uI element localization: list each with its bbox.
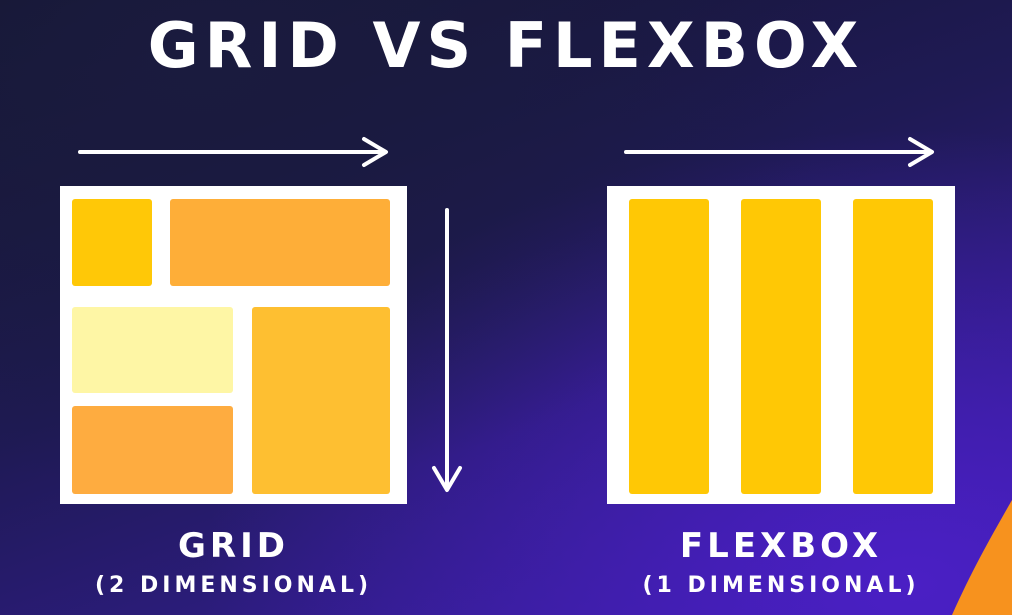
- flexbox-column-2: [741, 199, 821, 494]
- flexbox-diagram-panel: [607, 186, 955, 504]
- grid-horizontal-arrow-icon: [78, 136, 394, 168]
- flexbox-column-1: [629, 199, 709, 494]
- flexbox-sublabel: (1 DIMENSIONAL): [642, 573, 920, 598]
- flexbox-horizontal-arrow-icon: [624, 136, 940, 168]
- flexbox-column-3: [853, 199, 933, 494]
- grid-cell-d: [252, 307, 390, 494]
- grid-cell-b: [170, 199, 390, 286]
- grid-sublabel: (2 DIMENSIONAL): [94, 573, 373, 598]
- grid-cell-e: [72, 406, 233, 494]
- page-title: GRID VS FLEXBOX: [147, 9, 865, 82]
- grid-diagram-panel: [60, 186, 407, 504]
- grid-cell-a: [72, 199, 152, 286]
- grid-cell-c: [72, 307, 233, 393]
- grid-vertical-arrow-icon: [430, 208, 464, 496]
- flexbox-label: FLEXBOX: [679, 526, 883, 566]
- orange-corner-decoration: [952, 500, 1012, 615]
- grid-label: GRID: [178, 526, 289, 566]
